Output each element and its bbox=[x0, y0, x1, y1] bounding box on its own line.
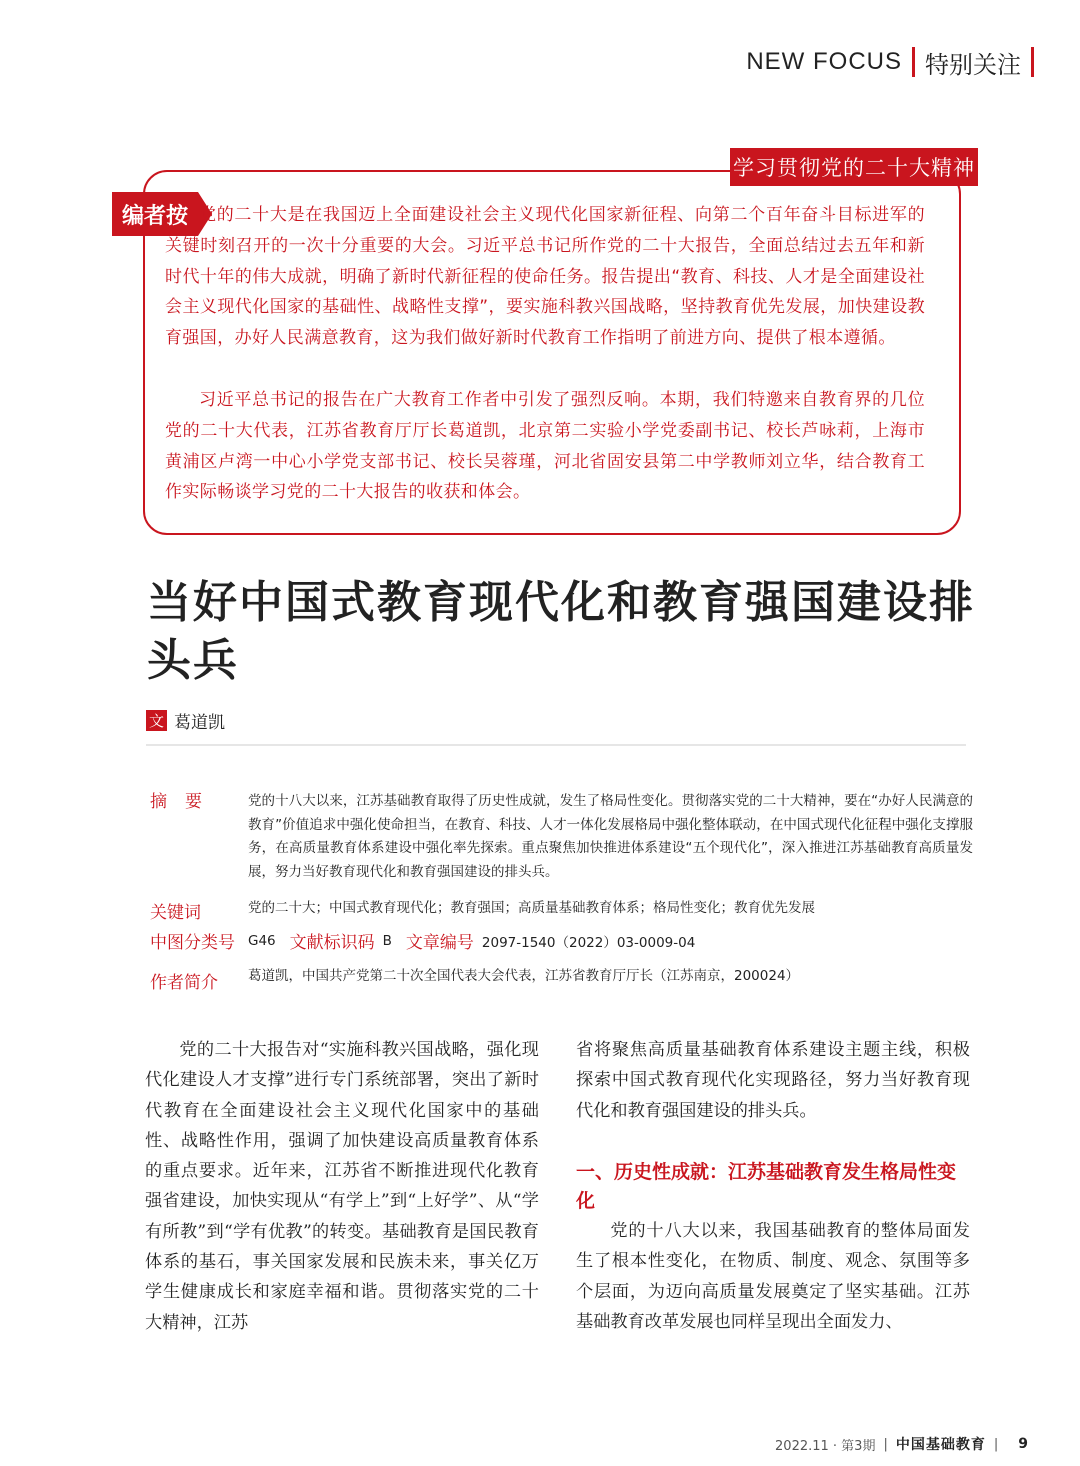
keywords-label: 关键词 bbox=[150, 903, 201, 923]
author-bio-text: 葛道凯，中国共产党第二十次全国代表大会代表，江苏省教育厅厅长（江苏南京，200024） bbox=[248, 968, 800, 984]
abstract-label: 摘要 bbox=[150, 792, 220, 812]
abstract-text: 党的十八大以来，江苏基础教育取得了历史性成就，发生了格局性变化。贯彻落实党的二十大精神，要在“办好人民满意的教育”价值追求中强化使命担当，在教育、科技、人才一体化发展格局中强化整体联动，在中国式现代化征程中强化支撑服务，在高质量教育体系建设中强化率先探索。重点聚焦加快推进体系建设“五个现代化”，深入推进江苏基础教育高质量发展，努力当好教育现代化和教育强国建设的排头兵。 bbox=[248, 793, 973, 880]
footer-divider: | bbox=[993, 1436, 999, 1452]
body-column-right-bottom: 党的十八大以来，我国基础教育的整体局面发生了根本性变化，在物质、制度、观念、氛围等多个层面，为迈向高质量发展奠定了坚实基础。江苏基础教育改革发展也同样呈现出全面发力、 bbox=[576, 1221, 970, 1332]
author-name: 葛道凯 bbox=[174, 713, 225, 733]
classification-label: 中图分类号 bbox=[150, 933, 235, 953]
classification-value: G46 bbox=[248, 932, 276, 949]
section-heading: 一、历史性成就：江苏基础教育发生格局性变化 bbox=[576, 1161, 957, 1212]
section-name-cn: 特别关注 bbox=[925, 50, 1021, 79]
author-tag: 文 bbox=[146, 710, 167, 731]
footer-divider: | bbox=[883, 1436, 888, 1452]
doc-code-label: 文献标识码 bbox=[289, 933, 375, 953]
magazine-name: 中国基础教育 bbox=[895, 1437, 986, 1453]
classification-row bbox=[248, 928, 695, 953]
body-column-right-top: 省将聚焦高质量基础教育体系建设主题主线，积极探索中国式教育现代化实现路径，努力当好教育现代化和教育强国建设的排头兵。 bbox=[576, 1040, 970, 1121]
page-footer bbox=[775, 1434, 1028, 1454]
issue-info: 2022.11 · 第3期 bbox=[775, 1438, 876, 1454]
article-title: 当好中国式教育现代化和教育强国建设排头兵 bbox=[147, 577, 975, 686]
article-number-value: 2097-1540（2022）03-0009-04 bbox=[481, 934, 696, 951]
editor-note-tag: 编者按 bbox=[112, 192, 198, 236]
editor-note-paragraph: 习近平总书记的报告在广大教育工作者中引发了强烈反响。本期，我们特邀来自教育界的几位党的二十大代表，江苏省教育厅厅长葛道凯，北京第二实验小学党委副书记、校长芦咏莉，上海市黄浦区卢湾一中心小学党支部书记、校长吴蓉瑾，河北省固安县第二中学教师刘立华，结合教育工作实际畅谈学习党的二十大报告的收获和体会。 bbox=[165, 390, 925, 503]
topic-banner: 学习贯彻党的二十大精神 bbox=[730, 148, 978, 186]
author-bio-label: 作者简介 bbox=[150, 973, 218, 993]
page-number: 9 bbox=[1018, 1436, 1028, 1452]
doc-code-value: B bbox=[382, 932, 392, 949]
editor-note-paragraph: 党的二十大是在我国迈上全面建设社会主义现代化国家新征程、向第二个百年奋斗目标进军的关键时刻召开的一次十分重要的大会。习近平总书记所作党的二十大报告，全面总结过去五年和新时代十年的伟大成就，明确了新时代新征程的使命任务。报告提出“教育、科技、人才是全面建设社会主义现代化国家的基础性、战略性支撑”，要实施科教兴国战略，坚持教育优先发展，加快建设教育强国，办好人民满意教育，这为我们做好新时代教育工作指明了前进方向、提供了根本遵循。 bbox=[165, 205, 925, 349]
header-divider-end bbox=[1031, 47, 1034, 77]
header-divider bbox=[912, 47, 915, 77]
keywords-text: 党的二十大；中国式教育现代化；教育强国；高质量基础教育体系；格局性变化；教育优先发展 bbox=[248, 900, 815, 916]
article-number-label: 文章编号 bbox=[405, 933, 474, 953]
section-header bbox=[746, 44, 1034, 80]
divider bbox=[146, 744, 966, 746]
body-column-left: 党的二十大报告对“实施科教兴国战略，强化现代化建设人才支撑”进行专门系统部署，突出了新时代教育在全面建设社会主义现代化国家中的基础性、战略性作用，强调了加快建设高质量教育体系的重点要求。近年来，江苏省不断推进现代化教育强省建设，加快实现从“有学上”到“上好学”、从“学有所教”到“学有优教”的转变。基础教育是国民教育体系的基石，事关国家发展和民族未来，事关亿万学生健康成长和家庭幸福和谐。贯彻落实党的二十大精神，江苏 bbox=[145, 1040, 539, 1333]
section-name-en: NEW FOCUS bbox=[746, 48, 902, 75]
